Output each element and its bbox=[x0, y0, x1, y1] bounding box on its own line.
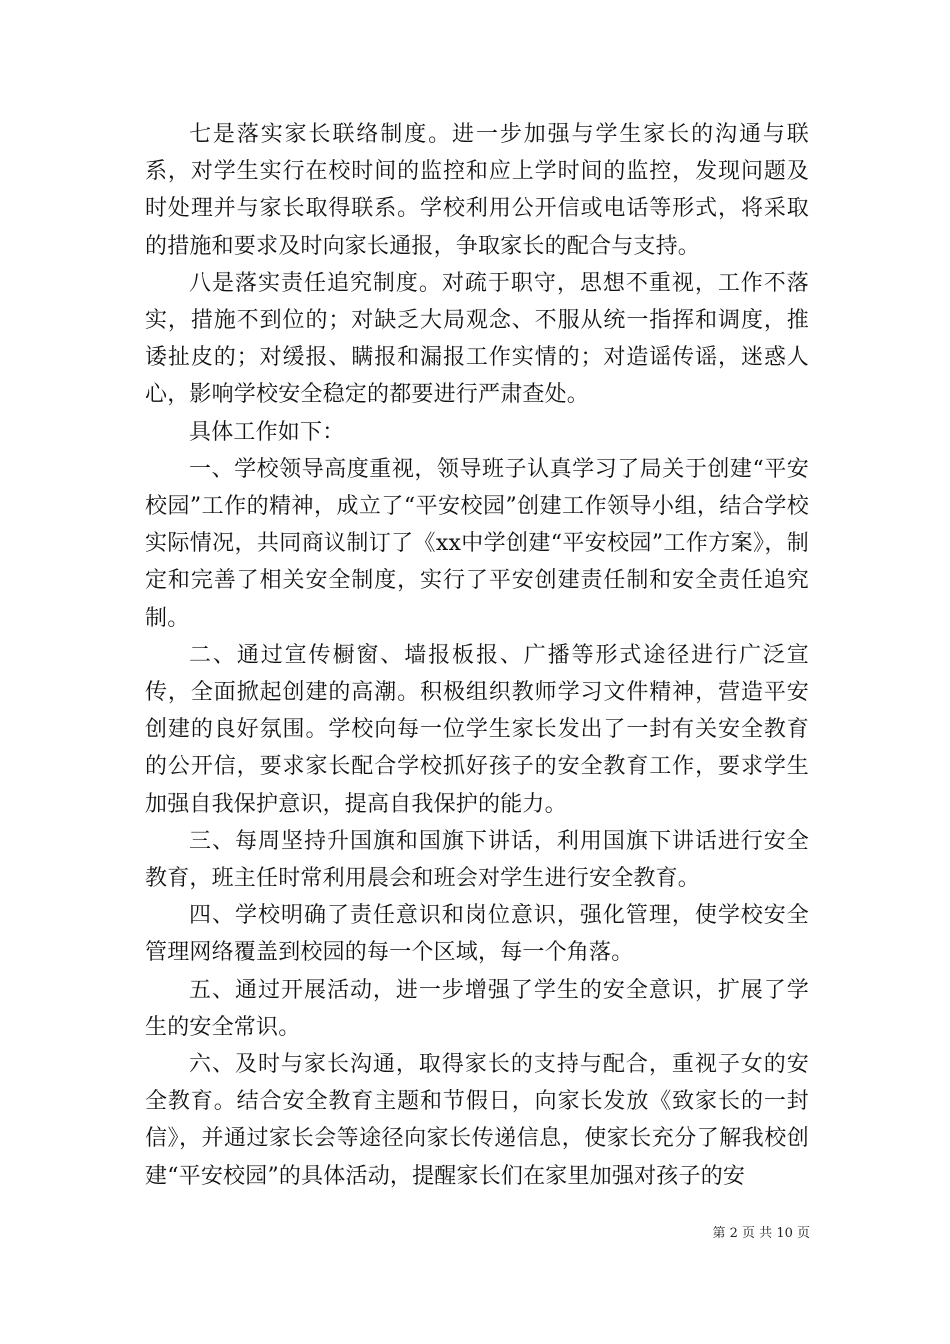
document-body bbox=[145, 116, 809, 1195]
paragraph-item-3: 三、每周坚持升国旗和国旗下讲话，利用国旗下讲话进行安全教育，班主任时常利用晨会和班会对学生进行安全教育。 bbox=[145, 828, 809, 892]
paragraph-item-2: 二、通过宣传橱窗、墙报板报、广播等形式途径进行广泛宣传，全面掀起创建的高潮。积极组织教师学习文件精神，营造平安创建的良好氛围。学校向每一位学生家长发出了一封有关安全教育的公开信，要求家长配合学校抓好孩子的安全教育工作，要求学生加强自我保护意识，提高自我保护的能力。 bbox=[145, 642, 809, 817]
paragraph-item-5: 五、通过开展活动，进一步增强了学生的安全意识，扩展了学生的安全常识。 bbox=[145, 977, 809, 1040]
paragraph-item-1: 一、学校领导高度重视，领导班子认真学习了局关于创建“平安校园”工作的精神，成立了“平安校园”创建工作领导小组，结合学校实际情况，共同商议制订了《xx中学创建“平安校园”工作方案》，制定和完善了相关安全制度，实行了平安创建责任制和安全责任追究制。 bbox=[145, 456, 809, 631]
paragraph-accountability: 八是落实责任追究制度。对疏于职守，思想不重视，工作不落实，措施不到位的；对缺乏大局观念、不服从统一指挥和调度，推诿扯皮的；对缓报、瞒报和漏报工作实情的；对造谣传谣，迷惑人心，影响学校安全稳定的都要进行严肃查处。 bbox=[145, 270, 809, 408]
page-number-footer: 第 2 页 共 10 页 bbox=[712, 1226, 810, 1241]
paragraph-item-6: 六、及时与家长沟通，取得家长的支持与配合，重视子女的安全教育。结合安全教育主题和节假日，向家长发放《致家长的一封信》，并通过家长会等途径向家长传递信息，使家长充分了解我校创建“平安校园”的具体活动，提醒家长们在家里加强对孩子的安 bbox=[145, 1052, 809, 1189]
paragraph-work-intro: 具体工作如下： bbox=[189, 419, 345, 445]
paragraph-parent-contact: 七是落实家长联络制度。进一步加强与学生家长的沟通与联系，对学生实行在校时间的监控和应上学时间的监控，发现问题及时处理并与家长取得联系。学校利用公开信或电话等形式，将采取的措施和要求及时向家长通报，争取家长的配合与支持。 bbox=[145, 122, 809, 259]
paragraph-item-4: 四、学校明确了责任意识和岗位意识，强化管理，使学校安全管理网络覆盖到校园的每一个区域，每一个角落。 bbox=[145, 903, 809, 966]
